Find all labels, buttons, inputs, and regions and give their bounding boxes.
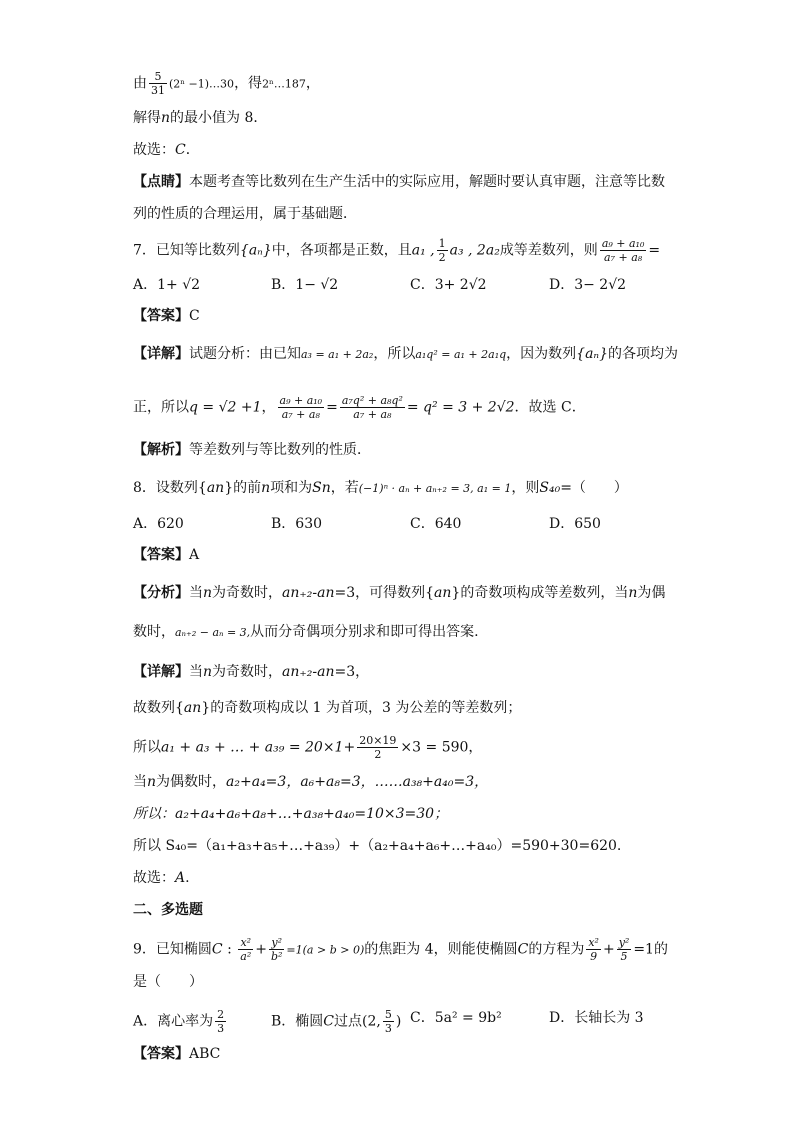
math: q = √2 +1 xyxy=(189,399,262,416)
text: 9．已知椭圆 xyxy=(133,941,212,958)
text: 过点 xyxy=(334,1013,363,1030)
q8-detail-3 xyxy=(133,734,482,761)
section-heading: 二、多选题 xyxy=(133,902,203,918)
math: n xyxy=(203,585,213,601)
answer: A xyxy=(189,547,200,563)
math: a₁q² = a₁ + 2a₁q xyxy=(415,348,507,361)
denominator: b² xyxy=(270,950,283,963)
text: ．故选 C． xyxy=(514,399,586,416)
expression: (2ⁿ −1)…30 xyxy=(169,77,235,91)
detail-tag: 【详解】 xyxy=(133,664,189,680)
math: a₁ + a₃ + … + a₃₉ = 20×1+ xyxy=(161,739,356,756)
denominator: 2 xyxy=(438,251,446,264)
math: C xyxy=(517,941,529,958)
text: 当 xyxy=(189,664,203,680)
text: 项和为 xyxy=(270,480,313,496)
denominator: a₇ + a₈ xyxy=(353,408,392,421)
denominator: 9 xyxy=(590,950,598,963)
numerator: y² xyxy=(618,936,630,949)
text: + xyxy=(602,941,615,958)
numerator: 1 xyxy=(438,237,446,250)
text: }的奇数项构成以 1 为首项，3 为公差的等差数列； xyxy=(201,700,522,716)
text: A．离心率为 xyxy=(133,1013,214,1030)
solution-line-1 xyxy=(133,70,320,97)
q8-option-c: C．640 xyxy=(410,516,462,532)
fraction xyxy=(437,237,448,264)
fraction xyxy=(600,237,647,264)
text: =3，可得数列{ xyxy=(334,585,435,601)
choice: C xyxy=(175,142,186,158)
text: 的最小值为 8． xyxy=(170,110,268,126)
numerator: y² xyxy=(269,936,284,950)
comment-tag: 【点睛】 xyxy=(133,174,189,190)
denominator: 3 xyxy=(217,1022,225,1035)
text: =（ ） xyxy=(560,480,628,496)
math: (2, xyxy=(362,1013,381,1030)
q7-detail-1 xyxy=(133,344,678,365)
math: n xyxy=(147,774,157,790)
math: C xyxy=(211,941,223,958)
fraction xyxy=(357,734,398,761)
denominator: 5 xyxy=(620,950,628,963)
text: 等差数列与等比数列的性质． xyxy=(189,442,371,458)
q7-option-b: B．1− √2 xyxy=(271,277,339,293)
q9-option-c: C．5a² = 9b² xyxy=(410,1010,502,1026)
text: 为奇数时， xyxy=(212,664,283,680)
q7-detail-2 xyxy=(133,394,586,421)
solution-line-3 xyxy=(133,140,200,160)
math: an xyxy=(434,585,452,601)
fraction xyxy=(215,1008,226,1035)
numerator: a₉ + a₁₀ xyxy=(279,394,323,407)
math: = q² = 3 + 2√2 xyxy=(406,399,515,416)
solution-line-2 xyxy=(133,108,267,128)
text: ，若 xyxy=(330,480,359,496)
math: =1 xyxy=(633,941,654,958)
q8-detail-2 xyxy=(133,698,521,718)
answer: ABC xyxy=(189,1046,221,1062)
math: ) xyxy=(395,1013,402,1030)
q8-detail-6: 所以 S₄₀=（a₁+a₃+a₅+…+a₃₉）+（a₂+a₄+a₆+…+a₄₀）=590+30=620. xyxy=(133,838,622,854)
fraction xyxy=(340,394,405,421)
math: aₙ₊₂ − aₙ = 3, xyxy=(175,626,251,639)
text: ． xyxy=(185,142,200,158)
text: 由 xyxy=(133,75,147,92)
text: 成等差数列，则 xyxy=(499,242,598,259)
text: ， xyxy=(305,75,320,92)
text: 为偶数时， xyxy=(156,774,227,790)
q9-stem-2: 是（ ） xyxy=(133,974,203,990)
text: ， xyxy=(468,739,483,756)
math: n xyxy=(261,480,271,496)
text: ， xyxy=(261,399,276,416)
fraction xyxy=(149,70,167,97)
q8-option-b: B．630 xyxy=(271,516,323,532)
text: B．椭圆 xyxy=(271,1013,324,1030)
numerator: 20×19 xyxy=(359,734,397,747)
q8-answer xyxy=(133,545,199,565)
text: 从而分奇偶项分别求和即可得出答案. xyxy=(250,624,479,640)
math: =1(a > b > 0) xyxy=(286,943,365,957)
answer-tag: 【答案】 xyxy=(133,547,189,563)
text: = xyxy=(326,399,338,416)
text: 中，各项都是正数，且 xyxy=(271,242,412,259)
text: 本题考查等比数列在生产生活中的实际应用，解题时要认真审题，注意等比数 xyxy=(189,174,665,190)
math: ×3 = 590 xyxy=(400,739,469,756)
text: 列的性质的合理运用，属于基础题． xyxy=(133,206,357,222)
text: . xyxy=(185,870,190,886)
q8-stem xyxy=(133,478,628,499)
text: }的奇数项构成等差数列，当 xyxy=(451,585,629,601)
numerator: 5 xyxy=(149,70,167,84)
comment-line-1 xyxy=(133,172,665,192)
fraction xyxy=(586,936,601,963)
q7-option-c: C．3+ 2√2 xyxy=(410,277,487,293)
math: an xyxy=(183,700,202,716)
q8-detail-5: 所以：a₂+a₄+a₆+a₈+…+a₃₈+a₄₀=10×3=30； xyxy=(133,806,449,822)
text: 当 xyxy=(189,585,203,601)
answer-tag: 【答案】 xyxy=(133,1046,189,1062)
numerator: 5 xyxy=(384,1008,392,1021)
q9-option-a xyxy=(133,1008,228,1035)
numerator: a₇q² + a₈q² xyxy=(341,394,403,407)
math: a₁ , xyxy=(411,242,435,259)
text: + xyxy=(255,941,267,958)
fraction xyxy=(383,1008,394,1035)
math: Sn xyxy=(312,480,331,496)
text: 故选： xyxy=(133,142,175,158)
comment-line-2 xyxy=(133,204,357,224)
q9-stem-1 xyxy=(133,936,668,963)
math: S₄₀ xyxy=(539,480,561,496)
analysis-tag: 【分析】 xyxy=(133,585,189,601)
text: =3， xyxy=(334,664,370,680)
q9-answer xyxy=(133,1044,220,1064)
q8-detail-7 xyxy=(133,868,190,888)
math: n xyxy=(203,664,213,680)
text: 故数列{ xyxy=(133,700,184,716)
denominator: 31 xyxy=(151,84,165,97)
text: }的前 xyxy=(224,480,262,496)
fraction xyxy=(278,394,325,421)
text: 8．设数列{ xyxy=(133,480,207,496)
choice: A xyxy=(175,870,186,886)
math: an₊₂-an xyxy=(282,585,335,601)
text: ，得 xyxy=(234,75,263,92)
text: 为偶 xyxy=(637,585,666,601)
text: 所以 xyxy=(133,739,161,756)
denominator: 3 xyxy=(384,1022,392,1035)
text: 的各项均为 xyxy=(608,346,678,362)
text: 数时， xyxy=(133,624,175,640)
text: 为奇数时， xyxy=(212,585,283,601)
q7-option-a: A．1+ √2 xyxy=(133,277,201,293)
text: = xyxy=(648,242,661,259)
math: (−1)ⁿ · aₙ + aₙ₊₂ = 3, a₁ = 1 xyxy=(358,482,512,495)
q7-stem xyxy=(133,237,660,264)
answer-tag: 【答案】 xyxy=(133,308,189,324)
text: 正，所以 xyxy=(133,399,189,416)
q7-answer xyxy=(133,306,200,326)
variable: n xyxy=(161,110,171,126)
math: a₃ , 2a₂ xyxy=(449,242,500,259)
text: ，所以 xyxy=(373,346,416,362)
text: 的方程为 xyxy=(528,941,585,958)
q8-detail-1 xyxy=(133,662,369,682)
q8-analysis-1 xyxy=(133,583,665,603)
math: C xyxy=(323,1013,335,1030)
denominator: a² xyxy=(240,950,252,963)
numerator: x² xyxy=(588,936,599,949)
math: an₊₂-an xyxy=(282,664,335,680)
fraction xyxy=(617,936,632,963)
analysis-tag: 【解析】 xyxy=(133,442,189,458)
text: ，因为数列 xyxy=(506,346,577,362)
answer: C xyxy=(189,308,200,324)
q8-analysis-2 xyxy=(133,622,479,643)
math: {aₙ} xyxy=(576,346,608,362)
numerator: x² xyxy=(238,936,253,950)
denominator: 2 xyxy=(374,748,382,761)
fraction xyxy=(269,936,284,963)
math: a₂+a₄=3，a₆+a₈=3，……a₃₈+a₄₀=3， xyxy=(226,774,489,790)
denominator: a₇ + a₈ xyxy=(604,251,643,264)
q8-option-a: A．620 xyxy=(133,516,184,532)
math: n xyxy=(628,585,638,601)
numerator: a₉ + a₁₀ xyxy=(601,237,645,250)
text: : xyxy=(222,941,237,958)
text: 故选： xyxy=(133,870,175,886)
math: an xyxy=(206,480,225,496)
fraction xyxy=(238,936,253,963)
numerator: 2 xyxy=(217,1008,225,1021)
expression: 2ⁿ…187 xyxy=(262,77,306,91)
q7-option-d: D．3− 2√2 xyxy=(549,277,627,293)
q7-analysis xyxy=(133,440,371,460)
math: a₃ = a₁ + 2a₂ xyxy=(301,348,374,361)
q9-option-d: D．长轴长为 3 xyxy=(549,1010,644,1026)
text: ，则 xyxy=(511,480,540,496)
q8-option-d: D．650 xyxy=(549,516,601,532)
q8-detail-4 xyxy=(133,772,488,792)
denominator: a₇ + a₈ xyxy=(281,408,320,421)
text: 试题分析：由已知 xyxy=(189,346,301,362)
text: 7．已知等比数列 xyxy=(133,242,240,259)
text: 的焦距为 4，则能使椭圆 xyxy=(364,941,518,958)
detail-tag: 【详解】 xyxy=(133,346,189,362)
math: {aₙ} xyxy=(239,242,272,259)
text: 当 xyxy=(133,774,147,790)
text: 的 xyxy=(653,941,668,958)
text: 解得 xyxy=(133,110,161,126)
q9-option-b xyxy=(271,1008,401,1035)
